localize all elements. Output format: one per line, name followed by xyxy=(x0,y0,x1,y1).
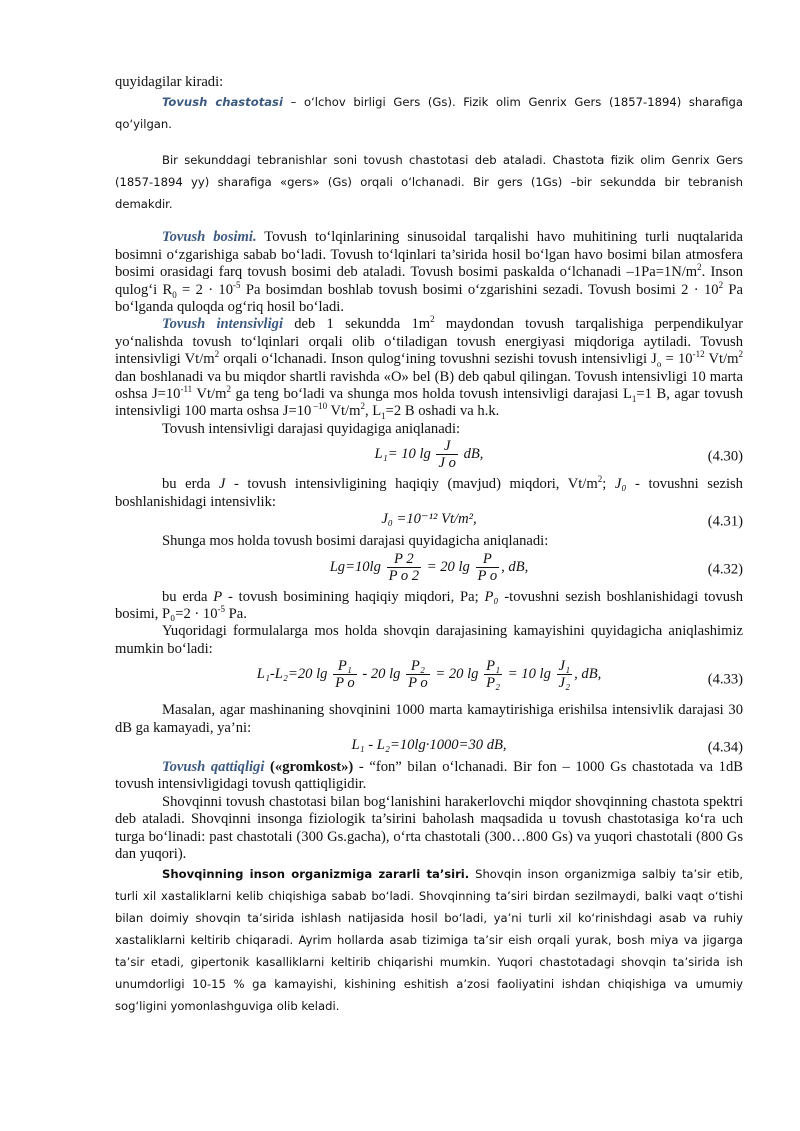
heading-noise-harm: Shovqinning inson organizmiga zararli ta’siri. xyxy=(162,867,470,882)
paragraph-example: Masalan, agar mashinaning shovqinini 1000 marta kamaytirishiga erishilsa intensivlik darajasi 30 dB ga kamayadi, ya’ni: xyxy=(115,702,743,736)
term-sound-intensity: Tovush intensivligi xyxy=(162,316,283,333)
noise-reduction-intro: Yuqoridagi formulalarga mos holda shovqin darajasining kamayishini quyidagicha aniqlashimiz mumkin bo‘ladi: xyxy=(115,623,743,657)
equation-4-34: L₁ - L₂=10lg·1000=30 dB, (4.34) xyxy=(351,736,743,756)
paragraph-sound-intensity: Tovush intensivligi deb 1 sekundda $1m^2$ maydondan tovush tarqalishiga perpendikulyar yo‘nalishda tovush to‘lqinlari orqali olib o‘tiladigan tovush energiyasi miqdoriga aytiladi. Tovush intensivligi $Vt/m^2$ orqali o‘lchanadi. Inson qulog‘ining tovushni sezishi tovush intensivligi $J_o = 10^{-12}$ $Vt/m^2$ dan boshlanadi va bu miqdor shartli ravishda «O» bel (B) deb qabul qilingan. Tovush intensivligi 10 marta oshsa $J=10^{-11}$ $Vt/m^2$ ga teng bo‘ladi va shunga mos holda tovush intensivligi darajasi $L_1=1$ B, agar tovush intensivligi 100 marta oshsa J=10 $^{-10}$ $Vt/m^2$, $L_1=2$ B oshadi va h.k. xyxy=(115,314,744,422)
equation-number: (4.32) xyxy=(707,560,743,577)
term-sound-pressure: Tovush bosimi. xyxy=(162,229,257,246)
intensity-level-intro: Tovush intensivligi darajasi quyidagiga aniqlanadi: xyxy=(162,420,461,437)
paragraph-sound-pressure: Tovush bosimi. Tovush to‘lqinlarining sinusoidal tarqalishi havo muhitining turli nuqtalarida bosimni o‘zgarishiga sabab bo‘ladi. Tovush to‘lqinlari ta’sirida hosil bo‘lgan havo bosimi bilan atmosfera bosimi orasidagi farq tovush bosimi deb ataladi. Tovush bosimi paskalda o‘lchanadi $-1Pa=1N/m^2$. Inson qulog‘i $R_0 = 2 \cdot 10^{-5}$ Pa bosimdan boshlab tovush bosimi o‘zgarishini sezadi. Tovush bosimi $2 \cdot 10^2$ Pa bo‘lganda quloqda og‘riq hosil bo‘ladi. xyxy=(115,229,743,316)
equation-4-32: Lg=10lg $\frac{P 2}{\text{P o 2}}$ = 20 lg $\frac{P}{\text{P o}}$ , dB, (4.32) xyxy=(329,550,743,584)
equation-number: (4.33) xyxy=(707,671,743,688)
intro-line: quyidagilar kiradi: xyxy=(115,74,224,90)
paragraph-loudness: Tovush qattiqligi («gromkost») - “fon” bilan o‘lchanadi. Bir fon – 1000 Gs chastotada va 1dB tovush intensivligidagi tovush qattiqligidir. xyxy=(115,758,743,793)
paragraph-where-p: bu erda P - tovush bosimining haqiqiy miqdori, Pa; P₀ -tovushni sezish boshlanishidagi tovush bosimi, $P_0=2 \cdot 10^{-5}$ Pa. xyxy=(115,588,743,622)
equation-4-31: J₀ =10⁻¹² Vt/m², (4.31) xyxy=(381,511,743,530)
equation-4-33: L₁-L₂=20 lg $\frac{\text{P₁}}{\text{P o}}$ - 20 lg $\frac{\text{P₂}}{\text{P o}}$ = 20 lg $\frac{\text{P₁}}{\text{P₂}}$ = 10 lg $\frac{\text{J₁}}{\text{J₂}}$ , dB, (4.33) xyxy=(256,658,743,692)
paragraph-frequency-spectrum: Shovqinni tovush chastotasi bilan bog‘lanishini harakerlovchi miqdor shovqinning chastota spektri deb ataladi. Shovqinni insonga fiziologik ta’sirini baholash maqsadida u tovush chastotasiga ko‘ra uch turga bo‘linadi: past chastotali (300 Gs.gacha), o‘rta chastotali (300…800 Gs) va yuqori chastotali (800 Gs dan yuqori). xyxy=(115,793,743,862)
paragraph-frequency-definition: Bir sekunddagi tebranishlar soni tovush chastotasi deb ataladi. Chastota fizik olim Genrix Gers (1857-1894 yy) sharafiga «gers» (Gs) orqali o‘lchanadi. Bir gers (1Gs) –bir sekundda bir tebranish demakdir. xyxy=(115,153,743,212)
paragraph-noise-harm: Shovqinning inson organizmiga zararli ta’siri. Shovqin inson organizmiga salbiy ta’sir etib, turli xil xastaliklarni kelib chiqishiga sabab bo‘ladi. Shovqinning ta’siri birdan sezilmaydi, balki vaqt o‘tishi bilan doimiy shovqin ta’sirida ishlash natijasida hosil bo‘ladi, ya’ni turli xil ko‘rinishdagi asab va ruhiy xastaliklarni keltirib chiqaradi. Ayrim hollarda asab tizimiga ta’sir eish orqali yurak, bosh miya va jigarga ta’sir etadi, gipertonik kasalliklarni keltirib chiqarishi mumkin. Yuqori chastotadagi shovqin ta’sirida ish unumdorligi 10-15 % ga kamayishi, kishining eshitish a’zosi faoliyatini ishdan chiqishiga va umumiy sog‘ligini yomonlashguviga olib keladi. xyxy=(115,867,744,1014)
document-page xyxy=(115,74,743,1017)
equation-4-30: L₁= 10 lg $\frac{J}{\text{J o}}$ dB, (4.30) xyxy=(374,438,743,472)
pressure-level-intro: Shunga mos holda tovush bosimi darajasi quyidagicha aniqlanadi: xyxy=(162,533,549,550)
term-loudness: Tovush qattiqligi xyxy=(162,758,265,775)
paragraph-where-j: bu erda J - tovush intensivligining haqiqiy (mavjud) miqdori, $Vt/m^2$; J₀ - tovushni sezish boshlanishidagi intensivlik: xyxy=(115,474,743,510)
paragraph-sound-frequency: Tovush chastotasi – o‘lchov birligi Gers (Gs). Fizik olim Genrix Gers (1857-1894) sharafiga qo‘yilgan. xyxy=(115,95,743,132)
equation-number: (4.31) xyxy=(707,513,743,530)
equation-number: (4.30) xyxy=(707,448,743,465)
equation-number: (4.34) xyxy=(707,739,743,756)
term-sound-frequency: Tovush chastotasi xyxy=(162,95,283,110)
